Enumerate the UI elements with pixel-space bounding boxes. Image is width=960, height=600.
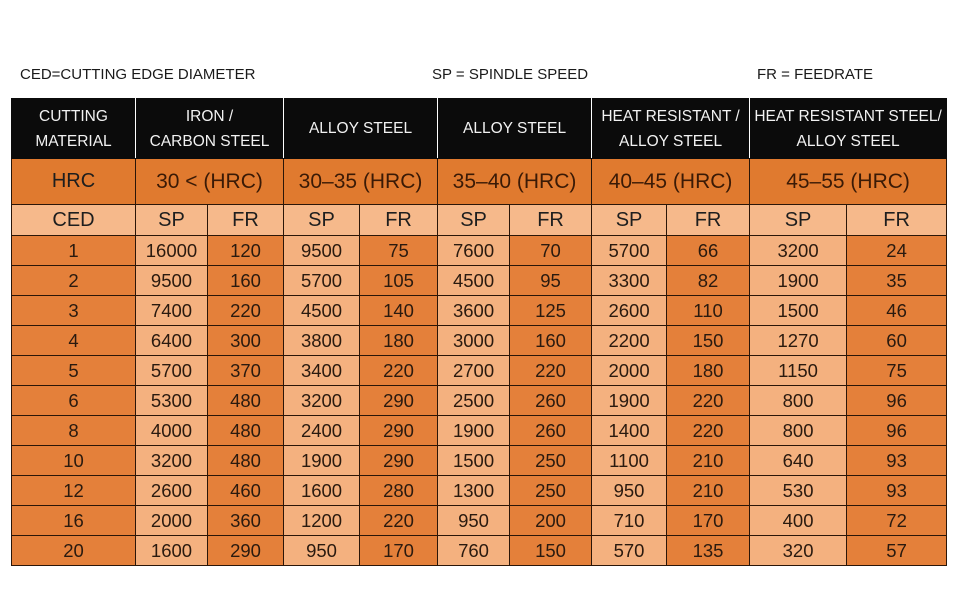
fr-cell: 220 (510, 356, 592, 386)
ced-cell: 8 (12, 416, 136, 446)
table-row (12, 296, 947, 326)
sp-cell: 5300 (136, 386, 208, 416)
legend-ced: CED=CUTTING EDGE DIAMETER (20, 66, 256, 83)
sp-cell: 6400 (136, 326, 208, 356)
group-header-iron-carbon-steel: IRON / CARBON STEEL (136, 99, 284, 159)
fr-cell: 290 (360, 386, 438, 416)
fr-cell: 180 (667, 356, 750, 386)
sp-cell: 2000 (592, 356, 667, 386)
fr-cell: 57 (847, 536, 947, 566)
column-label-row (12, 205, 947, 236)
sp-cell: 5700 (592, 236, 667, 266)
sp-cell: 3300 (592, 266, 667, 296)
sp-cell: 5700 (136, 356, 208, 386)
fr-cell: 24 (847, 236, 947, 266)
ced-cell: 1 (12, 236, 136, 266)
sp-label: SP (438, 205, 510, 236)
table-row (12, 326, 947, 356)
fr-cell: 220 (667, 416, 750, 446)
fr-cell: 72 (847, 506, 947, 536)
sp-cell: 800 (750, 386, 847, 416)
sp-cell: 1600 (136, 536, 208, 566)
sp-cell: 7600 (438, 236, 510, 266)
fr-cell: 480 (208, 386, 284, 416)
sp-cell: 530 (750, 476, 847, 506)
fr-cell: 260 (510, 386, 592, 416)
table-row (12, 446, 947, 476)
fr-cell: 170 (360, 536, 438, 566)
sp-cell: 9500 (136, 266, 208, 296)
sp-cell: 3600 (438, 296, 510, 326)
sp-cell: 9500 (284, 236, 360, 266)
sp-cell: 400 (750, 506, 847, 536)
ced-cell: 16 (12, 506, 136, 536)
sp-cell: 950 (438, 506, 510, 536)
fr-cell: 210 (667, 446, 750, 476)
ced-cell: 3 (12, 296, 136, 326)
hrc-range: 40–45 (HRC) (592, 159, 750, 205)
sp-cell: 16000 (136, 236, 208, 266)
fr-cell: 95 (510, 266, 592, 296)
sp-cell: 570 (592, 536, 667, 566)
sp-cell: 710 (592, 506, 667, 536)
hrc-label: HRC (12, 159, 136, 205)
fr-cell: 460 (208, 476, 284, 506)
hrc-range: 30–35 (HRC) (284, 159, 438, 205)
fr-label: FR (360, 205, 438, 236)
fr-cell: 290 (208, 536, 284, 566)
sp-cell: 1300 (438, 476, 510, 506)
sp-cell: 950 (592, 476, 667, 506)
table-row (12, 536, 947, 566)
group-header-alloy-steel-35-40: ALLOY STEEL (438, 99, 592, 159)
fr-cell: 46 (847, 296, 947, 326)
sp-cell: 1900 (750, 266, 847, 296)
table-row (12, 236, 947, 266)
group-header-heat-resistant-45-55: HEAT RESISTANT STEEL/ ALLOY STEEL (750, 99, 947, 159)
fr-cell: 480 (208, 416, 284, 446)
fr-cell: 70 (510, 236, 592, 266)
fr-cell: 140 (360, 296, 438, 326)
fr-cell: 220 (360, 506, 438, 536)
fr-cell: 60 (847, 326, 947, 356)
sp-cell: 320 (750, 536, 847, 566)
cutting-material-header: CUTTING MATERIAL (12, 99, 136, 159)
group-header-alloy-steel-30-35: ALLOY STEEL (284, 99, 438, 159)
sp-cell: 3800 (284, 326, 360, 356)
sp-label: SP (136, 205, 208, 236)
fr-cell: 480 (208, 446, 284, 476)
fr-cell: 135 (667, 536, 750, 566)
sp-cell: 640 (750, 446, 847, 476)
sp-cell: 4500 (438, 266, 510, 296)
hrc-range: 45–55 (HRC) (750, 159, 947, 205)
table-row (12, 506, 947, 536)
sp-cell: 2200 (592, 326, 667, 356)
table-row (12, 386, 947, 416)
fr-label: FR (667, 205, 750, 236)
sp-cell: 1900 (592, 386, 667, 416)
group-header-heat-resistant-40-45: HEAT RESISTANT / ALLOY STEEL (592, 99, 750, 159)
fr-cell: 180 (360, 326, 438, 356)
fr-cell: 75 (847, 356, 947, 386)
fr-cell: 220 (667, 386, 750, 416)
sp-cell: 760 (438, 536, 510, 566)
table-row (12, 266, 947, 296)
sp-cell: 3200 (284, 386, 360, 416)
sp-cell: 2400 (284, 416, 360, 446)
sp-cell: 800 (750, 416, 847, 446)
sp-cell: 1900 (438, 416, 510, 446)
fr-label: FR (847, 205, 947, 236)
sp-cell: 1500 (750, 296, 847, 326)
fr-cell: 96 (847, 416, 947, 446)
fr-cell: 220 (208, 296, 284, 326)
legend-fr: FR = FEEDRATE (757, 66, 873, 83)
ced-cell: 10 (12, 446, 136, 476)
sp-cell: 2700 (438, 356, 510, 386)
ced-cell: 4 (12, 326, 136, 356)
fr-cell: 150 (510, 536, 592, 566)
sp-cell: 2600 (592, 296, 667, 326)
sp-cell: 3000 (438, 326, 510, 356)
sp-cell: 1200 (284, 506, 360, 536)
sp-cell: 2600 (136, 476, 208, 506)
fr-cell: 160 (510, 326, 592, 356)
cutting-speed-table (11, 98, 947, 566)
sp-cell: 4500 (284, 296, 360, 326)
fr-cell: 280 (360, 476, 438, 506)
fr-cell: 110 (667, 296, 750, 326)
fr-cell: 75 (360, 236, 438, 266)
sp-cell: 3200 (750, 236, 847, 266)
ced-cell: 6 (12, 386, 136, 416)
sp-cell: 3200 (136, 446, 208, 476)
ced-label: CED (12, 205, 136, 236)
header-row (12, 99, 947, 159)
fr-cell: 35 (847, 266, 947, 296)
sp-cell: 4000 (136, 416, 208, 446)
fr-cell: 125 (510, 296, 592, 326)
fr-cell: 200 (510, 506, 592, 536)
fr-cell: 290 (360, 416, 438, 446)
fr-cell: 360 (208, 506, 284, 536)
sp-label: SP (750, 205, 847, 236)
sp-cell: 2500 (438, 386, 510, 416)
ced-cell: 12 (12, 476, 136, 506)
fr-cell: 82 (667, 266, 750, 296)
sp-cell: 1150 (750, 356, 847, 386)
fr-label: FR (208, 205, 284, 236)
fr-cell: 150 (667, 326, 750, 356)
hrc-range: 35–40 (HRC) (438, 159, 592, 205)
fr-cell: 93 (847, 476, 947, 506)
fr-cell: 290 (360, 446, 438, 476)
sp-label: SP (592, 205, 667, 236)
sp-cell: 3400 (284, 356, 360, 386)
sp-cell: 1500 (438, 446, 510, 476)
sp-cell: 1100 (592, 446, 667, 476)
fr-cell: 105 (360, 266, 438, 296)
fr-cell: 250 (510, 446, 592, 476)
fr-label: FR (510, 205, 592, 236)
fr-cell: 66 (667, 236, 750, 266)
fr-cell: 120 (208, 236, 284, 266)
sp-cell: 1400 (592, 416, 667, 446)
fr-cell: 210 (667, 476, 750, 506)
table-row (12, 476, 947, 506)
sp-cell: 1900 (284, 446, 360, 476)
ced-cell: 5 (12, 356, 136, 386)
table-row (12, 416, 947, 446)
fr-cell: 260 (510, 416, 592, 446)
legend-sp: SP = SPINDLE SPEED (432, 66, 589, 83)
ced-cell: 2 (12, 266, 136, 296)
fr-cell: 300 (208, 326, 284, 356)
sp-cell: 950 (284, 536, 360, 566)
sp-label: SP (284, 205, 360, 236)
ced-cell: 20 (12, 536, 136, 566)
fr-cell: 160 (208, 266, 284, 296)
fr-cell: 220 (360, 356, 438, 386)
sp-cell: 5700 (284, 266, 360, 296)
fr-cell: 170 (667, 506, 750, 536)
fr-cell: 250 (510, 476, 592, 506)
table-row (12, 356, 947, 386)
fr-cell: 96 (847, 386, 947, 416)
sp-cell: 1600 (284, 476, 360, 506)
hrc-row (12, 159, 947, 205)
fr-cell: 93 (847, 446, 947, 476)
sp-cell: 2000 (136, 506, 208, 536)
sp-cell: 1270 (750, 326, 847, 356)
sp-cell: 7400 (136, 296, 208, 326)
hrc-range: 30 < (HRC) (136, 159, 284, 205)
fr-cell: 370 (208, 356, 284, 386)
